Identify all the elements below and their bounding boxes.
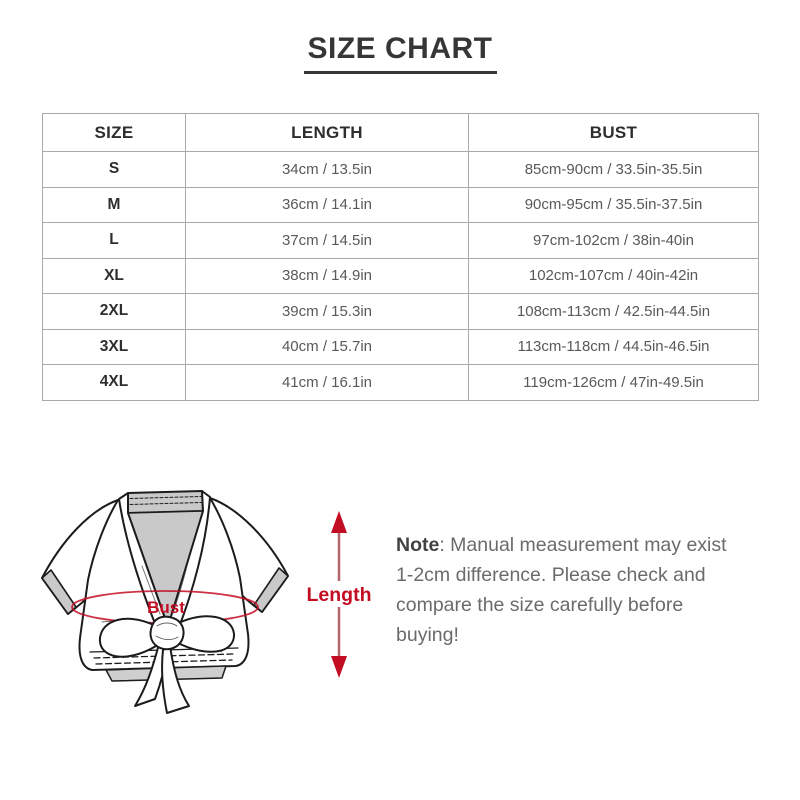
length-value: 36cm / 14.1in [186,187,469,223]
note-label: Note [396,534,440,556]
size-value: 2XL [43,294,186,330]
bust-value: 119cm-126cm / 47in-49.5in [469,365,759,401]
length-value: 41cm / 16.1in [186,365,469,401]
note-text: : Manual measurement may exist 1-2cm difference. Please check and compare the size carefully before buying! [396,534,727,646]
length-value: 34cm / 13.5in [186,152,469,188]
bust-value: 113cm-118cm / 44.5in-46.5in [469,329,759,365]
size-value: L [43,223,186,259]
size-value: M [43,187,186,223]
column-header-size: SIZE [43,114,186,152]
length-value: 38cm / 14.9in [186,258,469,294]
bust-value: 85cm-90cm / 33.5in-35.5in [469,152,759,188]
table-row [43,152,759,188]
length-value: 39cm / 15.3in [186,294,469,330]
size-value: S [43,152,186,188]
title-wrap [0,32,800,74]
length-arrow [303,511,375,678]
bust-value: 102cm-107cm / 40in-42in [469,258,759,294]
column-header-length: LENGTH [186,114,469,152]
crop-top-illustration [18,478,384,728]
size-chart-table [42,113,759,401]
table-row [43,187,759,223]
length-value: 37cm / 14.5in [186,223,469,259]
arrow-down-icon [331,656,347,678]
bust-value: 108cm-113cm / 42.5in-44.5in [469,294,759,330]
garment-measurement-diagram [18,478,384,728]
table-row [43,329,759,365]
bust-value: 90cm-95cm / 35.5in-37.5in [469,187,759,223]
table-row [43,365,759,401]
table-row [43,223,759,259]
measurement-note [396,530,741,650]
size-value: 4XL [43,365,186,401]
size-value: 3XL [43,329,186,365]
table-row [43,258,759,294]
bow-knot [151,617,184,650]
bust-value: 97cm-102cm / 38in-40in [469,223,759,259]
column-header-bust: BUST [469,114,759,152]
size-value: XL [43,258,186,294]
length-label: Length [306,584,372,606]
page-title: SIZE CHART [304,32,497,74]
collar-band [128,491,203,513]
table-row [43,294,759,330]
length-value: 40cm / 15.7in [186,329,469,365]
table-header-row [43,114,759,152]
arrow-up-icon [331,511,347,533]
bust-label: Bust [147,598,185,617]
